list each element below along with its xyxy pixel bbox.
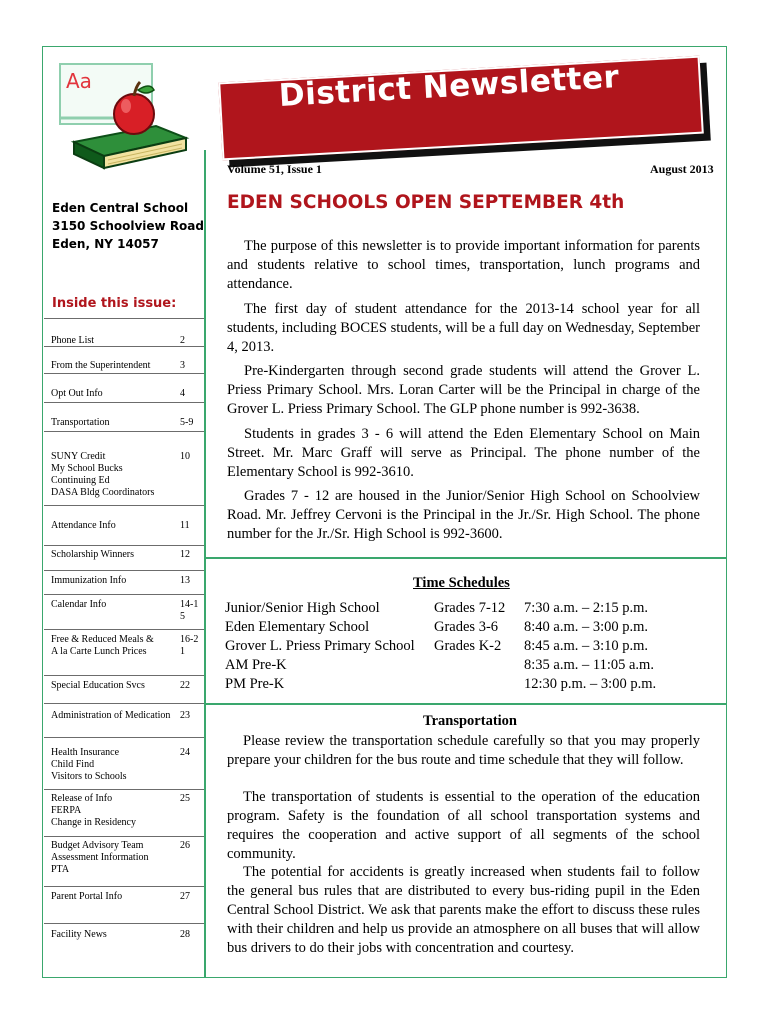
toc-item-page: 28 bbox=[180, 929, 190, 940]
toc-item-label: Immunization Info bbox=[51, 575, 127, 586]
article-paragraph: Students in grades 3 - 6 will attend the Eden Elementary School on Main Street. Mr. Marc Graff will serve as Principal. The phone number of the Elementary School is 992-3610. bbox=[227, 426, 700, 480]
school-street: 3150 Schoolview Road bbox=[52, 219, 204, 233]
toc-row bbox=[44, 318, 204, 346]
toc-row bbox=[44, 346, 204, 373]
schedule-school: PM Pre-K bbox=[225, 676, 285, 692]
toc-row bbox=[44, 402, 204, 431]
toc-item-label: Opt Out Info bbox=[51, 388, 103, 399]
toc-item-page: 16-21 bbox=[180, 634, 199, 657]
article-paragraph: The purpose of this newsletter is to provide important information for parents and students relative to school times, transportation, lunch programs and attendance. bbox=[227, 238, 700, 292]
schedule-schools-column bbox=[225, 599, 415, 694]
time-schedules-title: Time Schedules bbox=[413, 575, 510, 591]
toc-item-label: Attendance Info bbox=[51, 520, 116, 531]
toc-item-page: 25 bbox=[180, 793, 190, 804]
section-divider-transportation bbox=[204, 703, 727, 705]
toc-item-label: Transportation bbox=[51, 417, 110, 428]
toc-item-label: Scholarship Winners bbox=[51, 549, 135, 560]
toc-item-label: Special Education Svcs bbox=[51, 680, 145, 691]
toc-item-label: Budget Advisory Team bbox=[51, 840, 144, 851]
toc-row bbox=[44, 505, 204, 545]
article-paragraph: The first day of student attendance for the 2013-14 school year for all students, including BOCES students, will be a full day on Wednesday, September 4, 2013. bbox=[227, 301, 700, 355]
toc-item-label: Calendar Info bbox=[51, 599, 107, 610]
section-divider-schedules bbox=[204, 557, 727, 559]
toc-item-label: SUNY Credit bbox=[51, 451, 106, 462]
toc-item-page: 22 bbox=[180, 680, 190, 691]
toc-item-label: Release of Info bbox=[51, 793, 113, 804]
article-paragraph: Pre-Kindergarten through second grade students will attend the Grover L. Priess Primary School. Mrs. Loran Carter will be the Principal in charge of the Grover L. Priess Primary School. The GLP phone number is 992-3638. bbox=[227, 363, 700, 417]
toc-item-label: Continuing Ed bbox=[51, 475, 110, 486]
transportation-paragraph: The potential for accidents is greatly increased when students fail to follow the general bus rules that are distributed to every bus-riding pupil in the Eden Central School District. We ask that parents make the effort to discuss these rules with their children and help us provide an atmosphere on all buses that will allow bus drivers to do their jobs with concentration and courtesy. bbox=[227, 864, 700, 956]
toc-row bbox=[44, 594, 204, 629]
toc-item-page: 27 bbox=[180, 891, 190, 902]
toc-item-label: Facility News bbox=[51, 929, 107, 940]
toc-row bbox=[44, 431, 204, 505]
schedule-grades: Grades 7-12 bbox=[434, 600, 506, 616]
toc-item-label: PTA bbox=[51, 864, 70, 875]
schedule-grades: Grades K-2 bbox=[434, 638, 502, 654]
toc-item-label: My School Bucks bbox=[51, 463, 123, 474]
toc-item-label: Phone List bbox=[51, 335, 95, 346]
newsletter-title: District Newsletter bbox=[277, 59, 621, 114]
schedule-time: 8:35 a.m. – 11:05 a.m. bbox=[524, 657, 654, 673]
chalkboard-letters: Aa bbox=[66, 69, 92, 93]
inside-issue-title: Inside this issue: bbox=[52, 296, 177, 311]
schedule-grades: Grades 3-6 bbox=[434, 619, 499, 635]
transportation-title: Transportation bbox=[423, 713, 517, 729]
toc-row bbox=[44, 737, 204, 789]
toc-item-page: 11 bbox=[180, 520, 190, 531]
toc-row bbox=[44, 545, 204, 570]
schedule-time: 8:45 a.m. – 3:10 p.m. bbox=[524, 638, 649, 654]
article-headline: EDEN SCHOOLS OPEN SEPTEMBER 4th bbox=[227, 192, 625, 213]
toc-item-label: Change in Residency bbox=[51, 817, 136, 828]
toc-item-label: Visitors to Schools bbox=[51, 771, 127, 782]
transportation-paragraph: The transportation of students is essential to the operation of the education program. Safety is the foundation of all school transportation systems and requires the cooperation and active support of all segments of the school community. bbox=[227, 789, 700, 862]
toc-item-label: Administration of Medication bbox=[51, 710, 171, 721]
toc-row bbox=[44, 675, 204, 703]
toc-item-page: 14-15 bbox=[180, 599, 199, 622]
schedule-school: Grover L. Priess Primary School bbox=[225, 638, 415, 654]
apple-book-clipart bbox=[56, 60, 191, 175]
schedule-time: 8:40 a.m. – 3:00 p.m. bbox=[524, 619, 649, 635]
toc-item-label: From the Superintendent bbox=[51, 360, 151, 371]
toc-item-label: A la Carte Lunch Prices bbox=[51, 646, 147, 657]
schedule-time: 7:30 a.m. – 2:15 p.m. bbox=[524, 600, 649, 616]
toc-item-page: 13 bbox=[180, 575, 190, 586]
toc-item-page: 23 bbox=[180, 710, 190, 721]
toc-item-label: Parent Portal Info bbox=[51, 891, 123, 902]
toc-item-page: 4 bbox=[180, 388, 185, 399]
toc-item-label: Assessment Information bbox=[51, 852, 149, 863]
toc-row bbox=[44, 570, 204, 594]
schedule-school: AM Pre-K bbox=[225, 657, 287, 673]
toc-item-page: 2 bbox=[180, 335, 185, 346]
toc-row bbox=[44, 923, 204, 963]
volume-issue: Volume 51, Issue 1 bbox=[227, 162, 322, 176]
toc-row bbox=[44, 629, 204, 675]
toc-item-label: DASA Bldg Coordinators bbox=[51, 487, 155, 498]
toc-row bbox=[44, 789, 204, 836]
toc-item-label: Free & Reduced Meals & bbox=[51, 634, 154, 645]
toc-item-label: Health Insurance bbox=[51, 747, 120, 758]
toc-row bbox=[44, 373, 204, 402]
toc-row bbox=[44, 703, 204, 737]
toc-item-label: FERPA bbox=[51, 805, 82, 816]
schedule-grades-column bbox=[434, 599, 505, 656]
school-name: Eden Central School bbox=[52, 201, 189, 215]
schedule-time: 12:30 p.m. – 3:00 p.m. bbox=[524, 676, 657, 692]
transportation-paragraph: Please review the transportation schedule carefully so that you may properly prepare your children for the bus route and time schedule that they will follow. bbox=[227, 733, 700, 768]
toc-item-page: 26 bbox=[180, 840, 190, 851]
toc-row bbox=[44, 886, 204, 923]
toc-row bbox=[44, 836, 204, 886]
issue-date: August 2013 bbox=[650, 162, 714, 176]
school-address bbox=[52, 199, 204, 253]
schedule-school: Junior/Senior High School bbox=[225, 600, 380, 616]
schedule-school: Eden Elementary School bbox=[225, 619, 370, 635]
toc-item-page: 12 bbox=[180, 549, 190, 560]
sidebar-divider bbox=[204, 150, 206, 978]
toc-item-page: 3 bbox=[180, 360, 185, 371]
toc-item-page: 24 bbox=[180, 747, 190, 758]
schedule-times-column bbox=[524, 599, 656, 694]
toc-item-page: 5-9 bbox=[180, 417, 194, 428]
toc-item-page: 10 bbox=[180, 451, 190, 462]
article-paragraph: Grades 7 - 12 are housed in the Junior/Senior High School on Schoolview Road. Mr. Jeffrey Cervoni is the Principal in the Jr./Sr. High School. The phone number for the Jr./Sr. High School is 992-3600. bbox=[227, 488, 700, 542]
school-city: Eden, NY 14057 bbox=[52, 237, 159, 251]
toc-item-label: Child Find bbox=[51, 759, 95, 770]
